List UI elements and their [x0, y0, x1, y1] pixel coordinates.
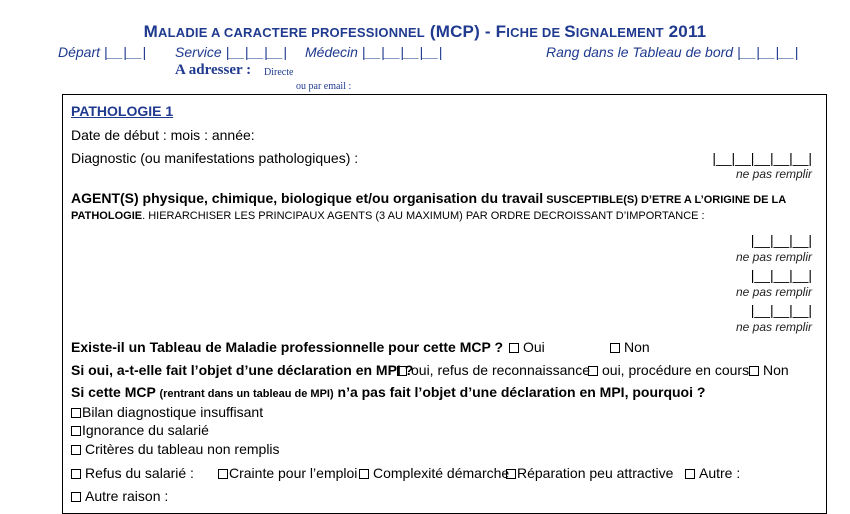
question-declaration: Si oui, a-t-elle fait l’objet d’une déclaration en MPI ?: [71, 362, 414, 378]
diagnostic-code: |__|__|__|__|__|: [712, 150, 812, 166]
reason-autre[interactable]: Autre :: [685, 465, 740, 481]
checkbox[interactable]: [397, 366, 407, 376]
adresser-label: A adresser :: [175, 62, 252, 78]
agents-instruction: PATHOLOGIE. HIERARCHISER LES PRINCIPAUX AGENTS (3 AU MAXIMUM) PAR ORDRE DECROISSANT D’IMPORTANCE :: [71, 210, 705, 222]
reason-reparation[interactable]: Réparation peu attractive: [506, 465, 673, 481]
ne-pas-remplir-note: ne pas remplir: [735, 285, 812, 299]
agents-label: AGENT(S) physique, chimique, biologique et/ou organisation du travail SUSCEPTIBLE(S) D’ETRE A L’ORIGINE DE LA: [71, 190, 787, 206]
q2-non-option[interactable]: Non: [749, 362, 789, 378]
rang-field: Rang dans le Tableau de bord |__|__|__|: [546, 44, 799, 60]
checkbox[interactable]: [610, 343, 620, 353]
reason-criteres[interactable]: Critères du tableau non remplis: [71, 441, 280, 457]
depart-field: Départ |__|__|: [58, 44, 146, 60]
checkbox[interactable]: [359, 469, 369, 479]
checkbox[interactable]: [588, 366, 598, 376]
form-title: MALADIE A CARACTERE PROFESSIONNEL (MCP) - FICHE DE SIGNALEMENT 2011: [143, 22, 707, 41]
agent-code-2: |__|__|__|: [750, 267, 812, 283]
q2-procedure-option[interactable]: oui, procédure en cours: [588, 362, 749, 378]
checkbox[interactable]: [71, 426, 81, 436]
adresser-email: ou par email :: [296, 81, 352, 92]
section-heading: PATHOLOGIE 1: [71, 103, 174, 119]
ne-pas-remplir-note: ne pas remplir: [735, 250, 812, 264]
checkbox[interactable]: [71, 469, 81, 479]
diagnostic-label: Diagnostic (ou manifestations pathologiques) :: [71, 150, 359, 166]
checkbox[interactable]: [685, 469, 695, 479]
reason-ignorance[interactable]: Ignorance du salarié: [71, 422, 209, 438]
reason-crainte[interactable]: Crainte pour l’emploi: [218, 465, 357, 481]
agent-code-1: |__|__|__|: [750, 232, 812, 248]
agent-code-3: |__|__|__|: [750, 302, 812, 318]
checkbox[interactable]: [509, 343, 519, 353]
checkbox[interactable]: [71, 408, 81, 418]
checkbox[interactable]: [218, 469, 228, 479]
reason-bilan[interactable]: Bilan diagnostique insuffisant: [71, 404, 263, 420]
service-field: Service |__|__|__|: [175, 44, 287, 60]
adresser-directe: Directe: [264, 67, 294, 78]
date-debut-field: Date de début : mois : année:: [71, 127, 255, 143]
question-tableau: Existe-il un Tableau de Maladie professionnelle pour cette MCP ?: [71, 339, 504, 355]
ne-pas-remplir-note: ne pas remplir: [735, 167, 812, 181]
reason-complexite[interactable]: Complexité démarche: [359, 465, 509, 481]
reason-refus[interactable]: Refus du salarié :: [71, 465, 194, 481]
checkbox[interactable]: [749, 366, 759, 376]
checkbox[interactable]: [506, 469, 516, 479]
question-pourquoi: Si cette MCP (rentrant dans un tableau de MPI) n’a pas fait l’objet d’une déclaration en MPI, pourquoi ?: [71, 384, 706, 400]
q1-oui-option[interactable]: Oui: [509, 339, 545, 355]
checkbox[interactable]: [71, 492, 81, 502]
checkbox[interactable]: [71, 445, 81, 455]
medecin-field: Médecin |__|__|__|__|: [305, 44, 443, 60]
reason-autre-raison[interactable]: Autre raison :: [71, 488, 168, 504]
q1-non-option[interactable]: Non: [610, 339, 650, 355]
ne-pas-remplir-note: ne pas remplir: [735, 320, 812, 334]
q2-refus-option[interactable]: oui, refus de reconnaissance: [397, 362, 590, 378]
